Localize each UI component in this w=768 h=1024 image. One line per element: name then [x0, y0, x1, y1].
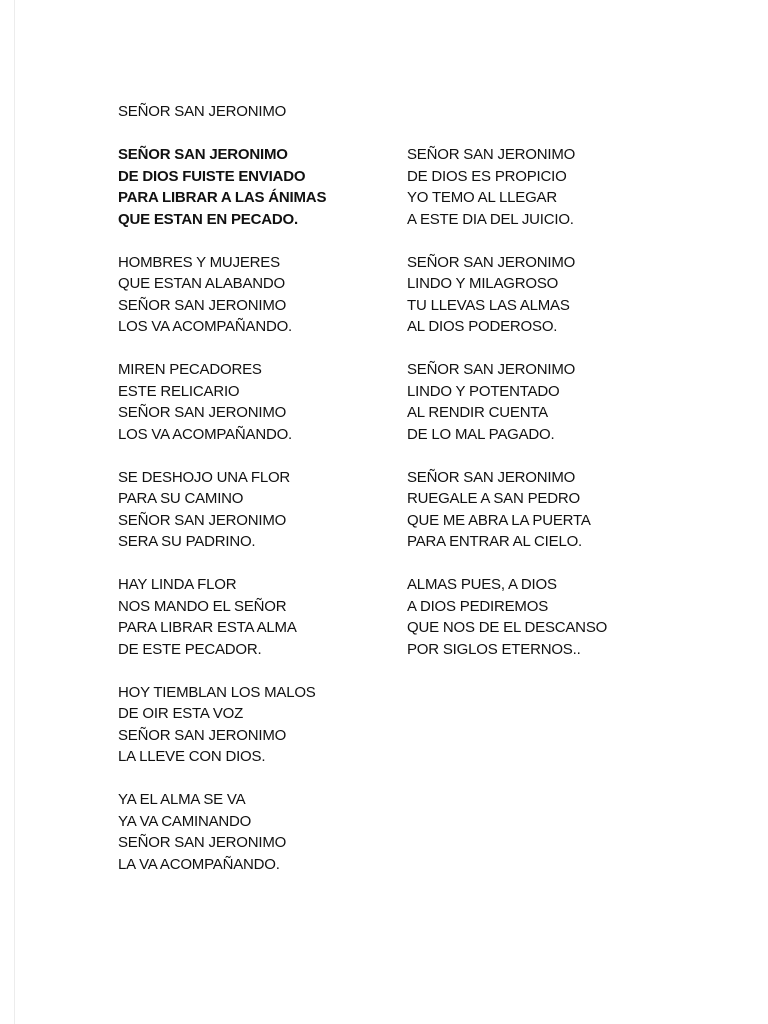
verse-line: DE OIR ESTA VOZ	[118, 705, 244, 722]
verse-line: ESTE RELICARIO	[118, 382, 240, 400]
right-stanza-2	[407, 252, 677, 338]
verse-line: LA VA ACOMPAÑANDO.	[118, 855, 280, 873]
verse-line: DE DIOS ES PROPICIO	[407, 167, 567, 185]
verse-line: QUE ESTAN EN PECADO.	[118, 210, 298, 228]
verse-line: DE ESTE PECADOR.	[118, 640, 262, 658]
left-column	[118, 144, 388, 897]
verse-line: DE DIOS FUISTE ENVIADO	[118, 167, 306, 185]
verse-line: SEÑOR SAN JERONIMO	[118, 404, 287, 421]
verse-line: QUE NOS DE EL DESCANSO	[407, 619, 608, 636]
verse-line: PARA LIBRAR ESTA ALMA	[118, 619, 297, 636]
right-stanza-5	[407, 574, 677, 660]
document-title: SEÑOR SAN JERONIMO	[118, 103, 287, 120]
verse-line: SEÑOR SAN JERONIMO	[407, 253, 576, 271]
verse-line: TU LLEVAS LAS ALMAS	[407, 296, 570, 314]
verse-line: HOMBRES Y MUJERES	[118, 253, 280, 271]
verse-line: HAY LINDA FLOR	[118, 576, 237, 593]
verse-line: A DIOS PEDIREMOS	[407, 597, 548, 615]
verse-line: PARA LIBRAR A LAS ÁNIMAS	[118, 189, 327, 206]
verse-line: HOY TIEMBLAN LOS MALOS	[118, 683, 316, 701]
verse-line: SERA SU PADRINO.	[118, 533, 256, 550]
verse-line: NOS MANDO EL SEÑOR	[118, 597, 287, 615]
right-stanza-1	[407, 144, 677, 230]
verse-line: A ESTE DIA DEL JUICIO.	[407, 210, 574, 228]
left-stanza-6	[118, 682, 388, 768]
right-column	[407, 144, 677, 682]
left-stanza-2	[118, 252, 388, 338]
verse-line: SEÑOR SAN JERONIMO	[407, 361, 576, 378]
verse-line: LA LLEVE CON DIOS.	[118, 748, 266, 765]
verse-line: SEÑOR SAN JERONIMO	[118, 296, 287, 314]
verse-line: AL DIOS PODEROSO.	[407, 318, 558, 335]
verse-line: LOS VA ACOMPAÑANDO.	[118, 318, 293, 335]
verse-line: AL RENDIR CUENTA	[407, 404, 548, 421]
verse-line: QUE ME ABRA LA PUERTA	[407, 511, 591, 529]
verse-line: SEÑOR SAN JERONIMO	[118, 146, 288, 163]
verse-line: PARA SU CAMINO	[118, 490, 244, 507]
left-stanza-7	[118, 789, 388, 875]
verse-line: SEÑOR SAN JERONIMO	[118, 834, 287, 851]
verse-line: POR SIGLOS ETERNOS..	[407, 640, 581, 658]
right-stanza-4	[407, 467, 677, 553]
verse-line: RUEGALE A SAN PEDRO	[407, 490, 580, 507]
verse-line: QUE ESTAN ALABANDO	[118, 275, 286, 292]
verse-line: YA EL ALMA SE VA	[118, 791, 246, 808]
right-stanza-3	[407, 359, 677, 445]
left-stanza-5	[118, 574, 388, 660]
left-stanza-3	[118, 359, 388, 445]
verse-line: DE LO MAL PAGADO.	[407, 425, 555, 443]
verse-line: LINDO Y MILAGROSO	[407, 275, 559, 292]
verse-line: SEÑOR SAN JERONIMO	[118, 726, 287, 744]
verse-line: ALMAS PUES, A DIOS	[407, 576, 557, 593]
verse-line: MIREN PECADORES	[118, 361, 262, 378]
verse-line: SEÑOR SAN JERONIMO	[407, 146, 576, 163]
left-stanza-1	[118, 144, 388, 230]
verse-line: PARA ENTRAR AL CIELO.	[407, 533, 583, 550]
verse-line: LOS VA ACOMPAÑANDO.	[118, 425, 293, 443]
verse-line: SEÑOR SAN JERONIMO	[407, 468, 576, 486]
verse-line: SE DESHOJO UNA FLOR	[118, 468, 291, 486]
left-stanza-4	[118, 467, 388, 553]
verse-line: LINDO Y POTENTADO	[407, 382, 560, 400]
verse-line: SEÑOR SAN JERONIMO	[118, 511, 287, 529]
verse-line: YO TEMO AL LLEGAR	[407, 189, 557, 206]
verse-line: YA VA CAMINANDO	[118, 812, 252, 830]
